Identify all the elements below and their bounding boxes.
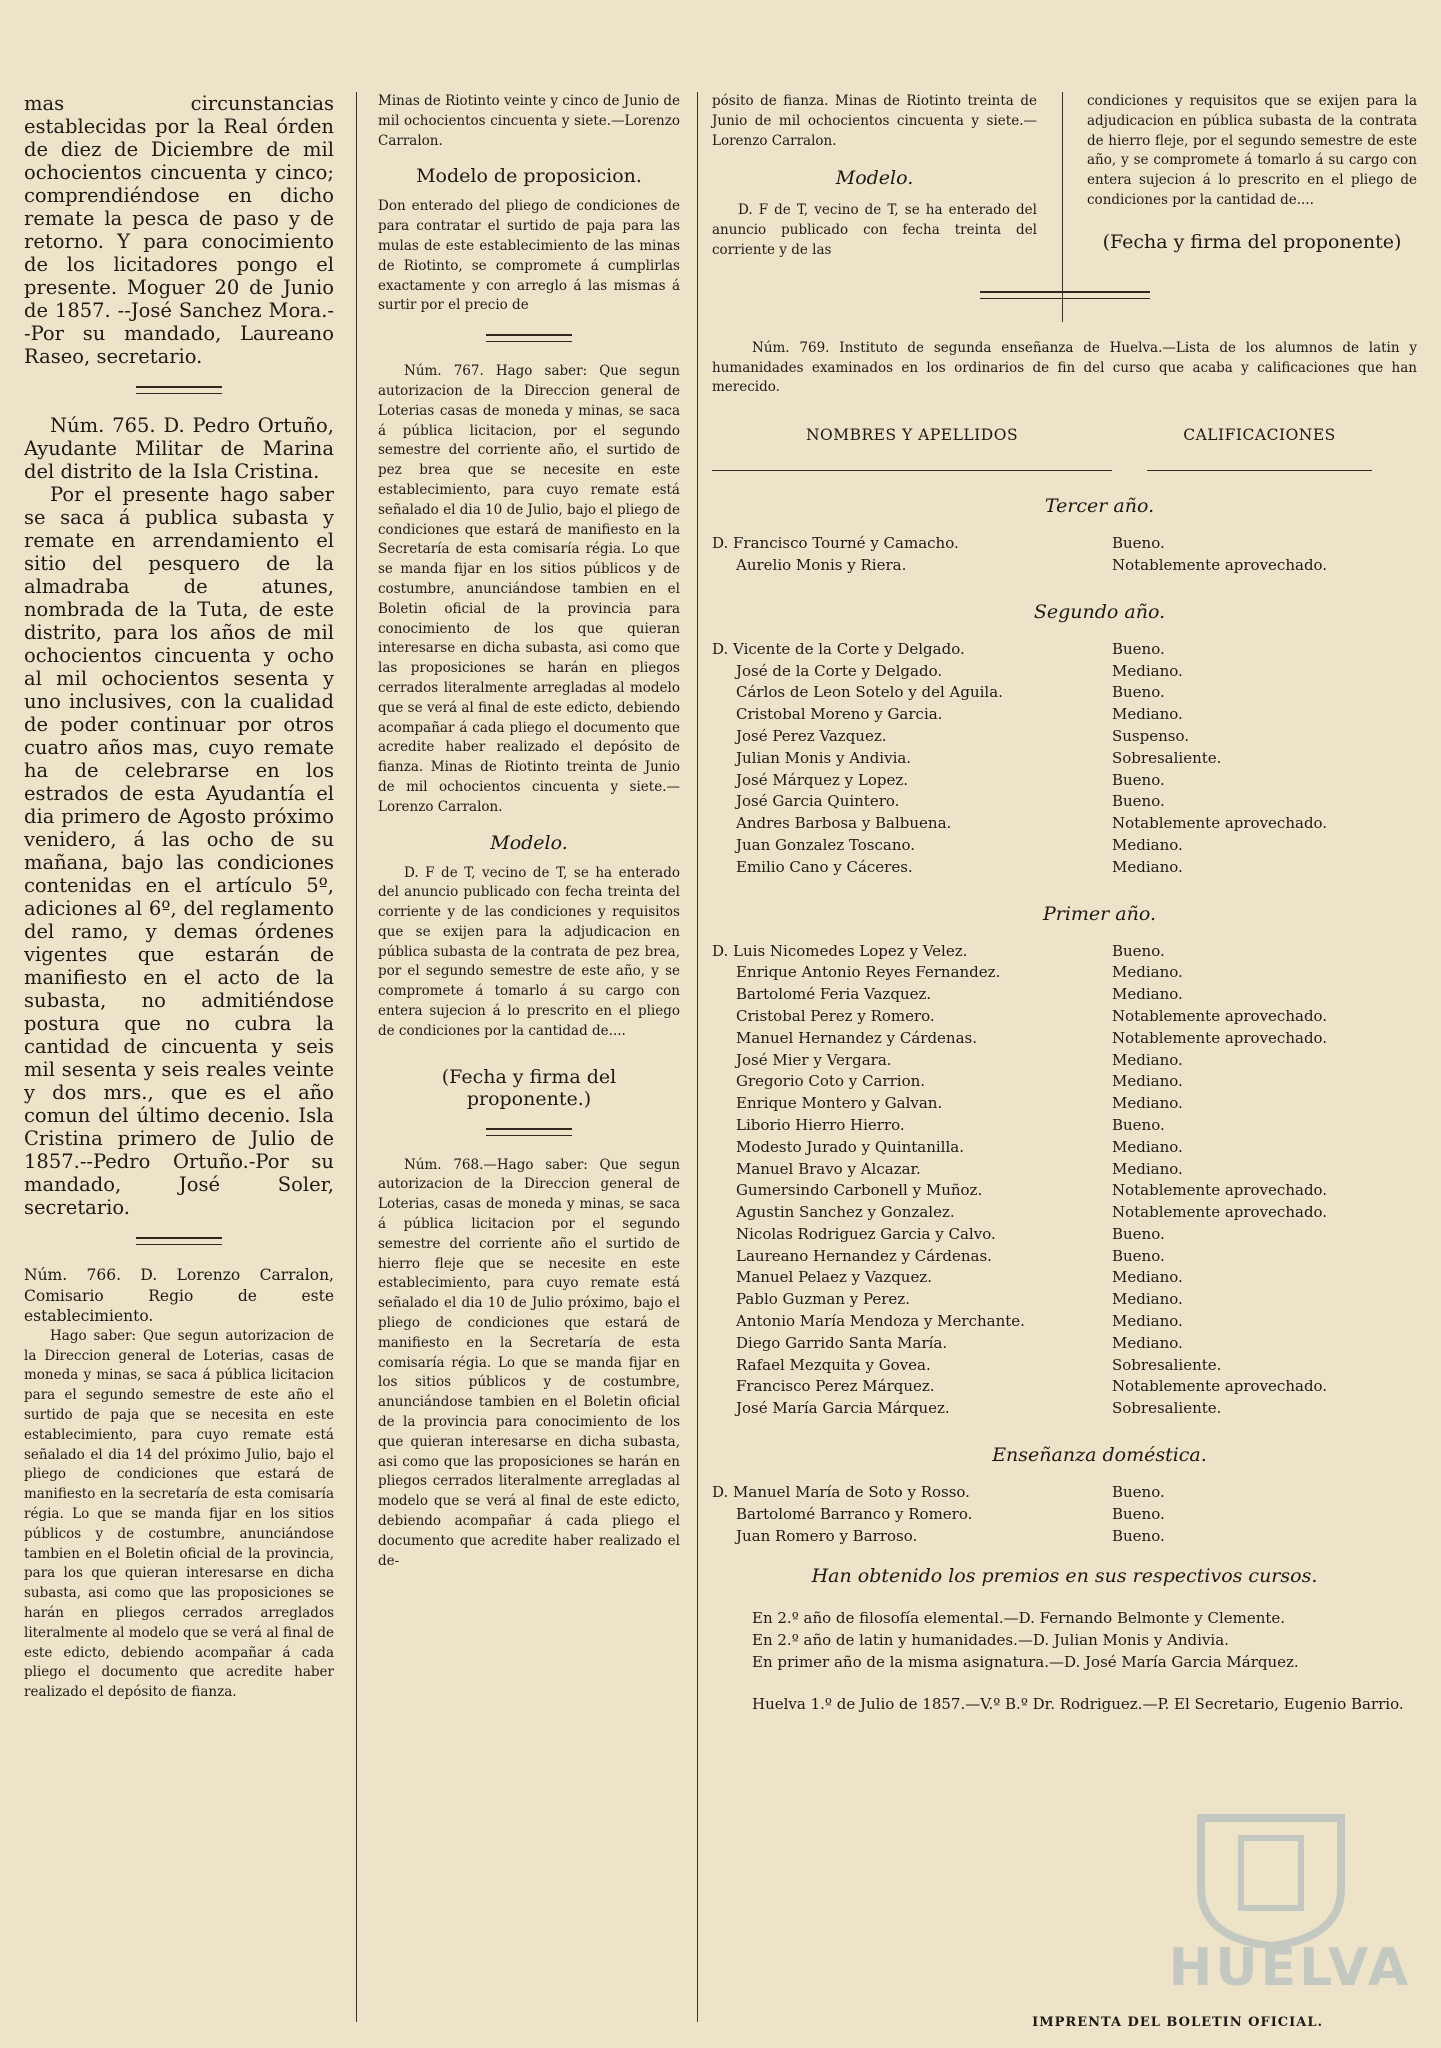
student-name: Nicolas Rodriguez Garcia y Calvo. [736, 1224, 996, 1243]
student-grade: Mediano. [1112, 1072, 1183, 1091]
student-grade: Mediano. [1112, 1094, 1183, 1113]
student-grade: Bueno. [1112, 1224, 1165, 1243]
right-top-left [712, 92, 1037, 261]
student-name: Manuel Hernandez y Cárdenas. [736, 1028, 977, 1047]
separator [980, 291, 1150, 299]
student-name: Agustin Sanchez y Gonzalez. [736, 1203, 955, 1222]
separator [486, 334, 572, 342]
separator [136, 1237, 222, 1245]
student-grade: Notablemente aprovechado. [1112, 1377, 1328, 1396]
student-grade: Mediano. [1112, 835, 1183, 854]
crest-icon [1181, 1798, 1361, 1948]
table-row [712, 835, 1417, 857]
right-section [712, 92, 1417, 1715]
student-grade: Bueno. [1112, 1246, 1165, 1265]
student-grade: Mediano. [1112, 963, 1183, 982]
student-name: Bartolomé Feria Vazquez. [736, 985, 932, 1004]
notice-768: Núm. 768.—Hago saber: Que segun autorizacion de la Direccion general de Loterias, casas de moneda y minas, se saca á pública licitacion por el segundo semestre del corriente año el surtido de hierro fleje que se necesite en este establecimiento, para cuyo remate está señalado el dia 10 de Julio próximo, bajo el pliego de condiciones que estará de manifiesto en la Secretaría de esta comisaría régia. Lo que se manda fijar en los sitios públicos y de costumbre, anunciándose tambien en el Boletin oficial de la provincia para conocimiento de los que quieran interesarse en dicha subasta, asi como que las proposiciones se harán en pliegos cerrados literalmente arregladas al modelo que se verá al final de este edicto, debiendo acompañar á cada pliego el documento que acredite haber realizado el de- [378, 1156, 680, 1569]
closing-signature: Huelva 1.º de Julio de 1857.—V.º B.º Dr. Rodriguez.—P. El Secretario, Eugenio Barrio. [752, 1695, 1404, 1714]
student-grade: Notablemente aprovechado. [1112, 1028, 1328, 1047]
section-title: Enseñanza doméstica. [992, 1444, 1207, 1467]
table-row [712, 639, 1417, 661]
table-row [712, 1376, 1417, 1398]
student-name: José Garcia Quintero. [736, 792, 900, 811]
table-row [712, 682, 1417, 704]
table-row [712, 1311, 1417, 1333]
student-grade: Bueno. [1112, 1526, 1165, 1545]
right-top [712, 92, 1417, 261]
table-row [712, 1050, 1417, 1072]
student-grade: Sobresaliente. [1112, 1355, 1222, 1374]
student-grade: Bueno. [1112, 1483, 1165, 1502]
student-grade: Mediano. [1112, 1312, 1183, 1331]
table-row [712, 1224, 1417, 1246]
student-name: D. Manuel María de Soto y Rosso. [712, 1483, 970, 1502]
signature-note: (Fecha y firma del proponente) [1102, 230, 1402, 253]
student-name: D. Vicente de la Corte y Delgado. [712, 639, 965, 658]
student-name: Laureano Hernandez y Cárdenas. [736, 1246, 992, 1265]
student-name: Andres Barbosa y Balbuena. [736, 814, 952, 833]
student-grade: Notablemente aprovechado. [1112, 1006, 1328, 1025]
table-row [712, 1333, 1417, 1355]
separator [486, 1128, 572, 1136]
student-name: Gregorio Coto y Carrion. [736, 1072, 926, 1091]
table-row [712, 1267, 1417, 1289]
right-top-left-text: pósito de fianza. Minas de Riotinto treinta de Junio de mil ochocientos cincuenta y siete.—Lorenzo Carralon. [712, 93, 1037, 149]
student-grade: Bueno. [1112, 1115, 1165, 1134]
student-name: Diego Garrido Santa María. [736, 1333, 948, 1352]
table-row [712, 1028, 1417, 1050]
table-row [712, 1093, 1417, 1115]
student-name: José María Garcia Márquez. [736, 1399, 950, 1418]
table-row [712, 1159, 1417, 1181]
table-row [712, 1137, 1417, 1159]
section-title: Primer año. [1042, 902, 1157, 925]
column-rule [697, 92, 698, 2022]
student-name: Enrique Antonio Reyes Fernandez. [736, 963, 1001, 982]
student-grade: Mediano. [1112, 985, 1183, 1004]
notice-765-heading: Núm. 765. D. Pedro Ortuño, Ayudante Militar de Marina del distrito de la Isla Cristina. [24, 414, 334, 483]
student-grade: Mediano. [1112, 1137, 1183, 1156]
table-row [712, 1504, 1417, 1526]
student-grade: Bueno. [1112, 683, 1165, 702]
student-grade: Mediano. [1112, 705, 1183, 724]
student-name: Cristobal Perez y Romero. [736, 1006, 935, 1025]
student-name: Liborio Hierro Hierro. [736, 1115, 905, 1134]
table-row [712, 1115, 1417, 1137]
separator [136, 386, 222, 394]
student-name: Cárlos de Leon Sotelo y del Aguila. [736, 683, 1003, 702]
modelo-label: Modelo. [835, 167, 914, 190]
grades-table-header [712, 426, 1417, 471]
student-grade: Notablemente aprovechado. [1112, 1181, 1328, 1200]
table-row [712, 533, 1417, 555]
student-grade: Bueno. [1112, 534, 1165, 553]
table-row [712, 1398, 1417, 1420]
col2-top: Minas de Riotinto veinte y cinco de Junio de mil ochocientos cincuenta y siete.—Lorenzo Carralon. [378, 93, 680, 149]
right-top-right [1087, 92, 1417, 261]
grades-table [712, 495, 1417, 1547]
column-rule [356, 92, 357, 2022]
student-grade: Bueno. [1112, 941, 1165, 960]
prizes-list [712, 1607, 1417, 1673]
table-row [712, 704, 1417, 726]
table-row [712, 1289, 1417, 1311]
student-name: Juan Gonzalez Toscano. [736, 835, 916, 854]
student-name: Gumersindo Carbonell y Muñoz. [736, 1181, 983, 1200]
table-row [712, 1246, 1417, 1268]
modelo-label: Modelo. [490, 831, 568, 854]
student-grade: Bueno. [1112, 639, 1165, 658]
table-row [712, 661, 1417, 683]
student-name: Manuel Pelaez y Vazquez. [736, 1268, 933, 1287]
table-row [712, 1180, 1417, 1202]
student-grade: Mediano. [1112, 1290, 1183, 1309]
student-name: Antonio María Mendoza y Merchante. [736, 1312, 1025, 1331]
student-grade: Bueno. [1112, 1504, 1165, 1523]
model-body: Don enterado del pliego de condiciones de para contratar el surtido de paja para las mulas de este establecimiento de las minas de Riotinto, se compromete á cumplirlas exactamente y con arreglo á las mismas á surtir por el precio de [378, 198, 680, 314]
student-name: Manuel Bravo y Alcazar. [736, 1159, 921, 1178]
watermark-stamp [1161, 1788, 1421, 2018]
student-name: D. Francisco Tourné y Camacho. [712, 534, 959, 553]
student-name: José Mier y Vergara. [736, 1050, 892, 1069]
prize-item: En 2.º año de latin y humanidades.—D. Julian Monis y Andivia. [752, 1631, 1229, 1650]
table-row [712, 962, 1417, 984]
student-grade: Mediano. [1112, 857, 1183, 876]
student-name: Modesto Jurado y Quintanilla. [736, 1137, 964, 1156]
section-title: Tercer año. [1044, 495, 1155, 518]
student-grade: Notablemente aprovechado. [1112, 555, 1328, 574]
student-name: D. Luis Nicomedes Lopez y Velez. [712, 941, 968, 960]
notice-767: Núm. 767. Hago saber: Que segun autorizacion de la Direccion general de Loterias casas de moneda y minas, se saca á pública licitacion, por el segundo semestre del corriente año, el surtido de pez brea que se necesite en este establecimiento, para cuyo remate está señalado el dia 10 de Julio, bajo el pliego de condiciones que estará de manifiesto en la Secretaría de esta comisaría régia. Lo que se manda fijar en los sitios públicos y de costumbre, anunciándose tambien en el Boletin oficial de la provincia para conocimiento de los que quieran interesarse en dicha subasta, asi como que las proposiciones se harán en pliegos cerrados literalmente arregladas al modelo que se verá al final de este edicto, debiendo acompañar á cada pliego el documento que acredite haber realizado el depósito de fianza. Minas de Riotinto treinta de Junio de mil ochocientos cincuenta y siete.—Lorenzo Carralon. [378, 363, 680, 815]
notice-765-body: Por el presente hago saber se saca á publica subasta y remate en arrendamiento el sitio del pesquero de la almadraba de atunes, nombrada de la Tuta, de este distrito, para los años de mil ochocientos cincuenta y ocho al mil ochocientos sesenta y uno inclusives, con la cualidad de poder continuar por otros cuatro años mas, cuyo remate ha de celebrarse en los estrados de esta Ayudantía el dia primero de Agosto próximo venidero, á las ocho de su mañana, bajo las condiciones contenidas en el artículo 5º, adiciones al 6º, del reglamento del ramo, y demas órdenes vigentes que estarán de manifiesto en el acto de la subasta, no admitiéndose postura que no cubra la cantidad de cincuenta y seis mil sesenta y seis reales veinte y dos mrs., que es el año comun del último decenio. Isla Cristina primero de Julio de 1857.--Pedro Ortuño.-Por su mandado, José Soler, secretario. [24, 483, 334, 1219]
student-name: José Perez Vazquez. [736, 726, 887, 745]
table-row [712, 1006, 1417, 1028]
table-row [712, 813, 1417, 835]
student-grade: Notablemente aprovechado. [1112, 814, 1328, 833]
stamp-text: HUELVA [1168, 1938, 1411, 1998]
table-row [712, 748, 1417, 770]
student-grade: Bueno. [1112, 770, 1165, 789]
student-name: Enrique Montero y Galvan. [736, 1094, 943, 1113]
student-name: Rafael Mezquita y Govea. [736, 1355, 931, 1374]
student-name: Bartolomé Barranco y Romero. [736, 1504, 973, 1523]
modelo-768-start: D. F de T, vecino de T, se ha enterado del anuncio publicado con fecha treinta del corriente y de las [712, 202, 1037, 258]
column-header-grades: CALIFICACIONES [1147, 426, 1372, 471]
student-name: Julian Monis y Andivia. [736, 748, 912, 767]
student-grade: Notablemente aprovechado. [1112, 1203, 1328, 1222]
student-grade: Bueno. [1112, 792, 1165, 811]
student-name: José Márquez y Lopez. [736, 770, 909, 789]
footer-imprint: IMPRENTA DEL BOLETIN OFICIAL. [1032, 2015, 1323, 2030]
student-name: Francisco Perez Márquez. [736, 1377, 935, 1396]
table-row [712, 1526, 1417, 1548]
table-row [712, 791, 1417, 813]
table-row [712, 555, 1417, 577]
column-header-names: NOMBRES Y APELLIDOS [712, 426, 1112, 471]
notice-766-body: Hago saber: Que segun autorizacion de la Direccion general de Loterias, casas de moneda y minas, se saca á pública licitacion para el segundo semestre de este año el surtido de paja que se necesita en este establecimiento, para cuyo remate está señalado el dia 14 del próximo Julio, bajo el pliego de condiciones que estará de manifiesto en la secretaría de esta comisaría régia. Lo que se manda fijar en los sitios públicos y de costumbre, anunciándose tambien en el Boletin oficial de la provincia, para los que quieran interesarse en dicha subasta, asi como que las proposiciones se harán en pliegos cerrados arreglados literalmente al modelo que se verá al final de este edicto, debiendo acompañar á cada pliego el documento que acredite haber realizado el depósito de fianza. [24, 1327, 334, 1701]
student-name: Cristobal Moreno y Garcia. [736, 705, 943, 724]
student-grade: Mediano. [1112, 1050, 1183, 1069]
table-row [712, 857, 1417, 879]
signature-note: (Fecha y firma del proponente.) [441, 1065, 617, 1110]
prize-item: En 2.º año de filosofía elemental.—D. Fernando Belmonte y Clemente. [752, 1609, 1286, 1628]
student-grade: Mediano. [1112, 1159, 1183, 1178]
column-1 [24, 92, 334, 1703]
student-name: Emilio Cano y Cáceres. [736, 857, 913, 876]
table-row [712, 1071, 1417, 1093]
modelo-767-body: D. F de T, vecino de T, se ha enterado del anuncio publicado con fecha treinta del corriente y de las condiciones y requisitos que se exijen para la adjudicacion en pública subasta de la contrata de pez brea, por el segundo semestre de este año, y se compromete á tomarlo á su cargo con entera sujecion á lo prescrito en el pliego de condiciones por la cantidad de.... [378, 864, 680, 1039]
notice-766-heading: Núm. 766. D. Lorenzo Carralon, Comisario Regio de este establecimiento. [24, 1266, 334, 1326]
student-grade: Mediano. [1112, 1333, 1183, 1352]
student-name: Pablo Guzman y Perez. [736, 1290, 910, 1309]
student-name: Aurelio Monis y Riera. [736, 555, 907, 574]
student-name: José de la Corte y Delgado. [736, 661, 943, 680]
student-grade: Mediano. [1112, 1268, 1183, 1287]
student-grade: Sobresaliente. [1112, 1399, 1222, 1418]
table-row [712, 1202, 1417, 1224]
notice-769: Núm. 769. Instituto de segunda enseñanza de Huelva.—Lista de los alumnos de latin y humanidades examinados en los ordinarios de fin del curso que acaba y calificaciones que han merecido. [712, 339, 1417, 396]
table-row [712, 984, 1417, 1006]
col1-intro: mas circunstancias establecidas por la Real órden de diez de Diciembre de mil ochocientos cincuenta y cinco; comprendiéndose en dicho remate la pesca de paso y de retorno. Y para conocimiento de los licitadores pongo el presente. Moguer 20 de Junio de 1857. --José Sanchez Mora.--Por su mandado, Laureano Raseo, secretario. [24, 92, 334, 368]
model-title: Modelo de proposicion. [416, 165, 642, 188]
table-row [712, 941, 1417, 963]
table-row [712, 1355, 1417, 1377]
student-grade: Sobresaliente. [1112, 748, 1222, 767]
right-top-right-text: condiciones y requisitos que se exijen para la adjudicacion en pública subasta de la contrata de hierro fleje, por el segundo semestre de este año, y se compromete á tomarlo á su cargo con entera sujecion á lo prescrito en el pliego de condiciones por la cantidad de.... [1087, 93, 1417, 208]
student-grade: Suspenso. [1112, 726, 1190, 745]
column-2 [378, 92, 680, 1571]
table-row [712, 726, 1417, 748]
student-name: Juan Romero y Barroso. [736, 1526, 918, 1545]
section-title: Segundo año. [1033, 600, 1166, 623]
table-row [712, 770, 1417, 792]
prizes-title: Han obtenido los premios en sus respectivos cursos. [811, 1565, 1318, 1588]
prize-item: En primer año de la misma asignatura.—D. José María Garcia Márquez. [752, 1653, 1299, 1672]
student-grade: Mediano. [1112, 661, 1183, 680]
table-row [712, 1482, 1417, 1504]
